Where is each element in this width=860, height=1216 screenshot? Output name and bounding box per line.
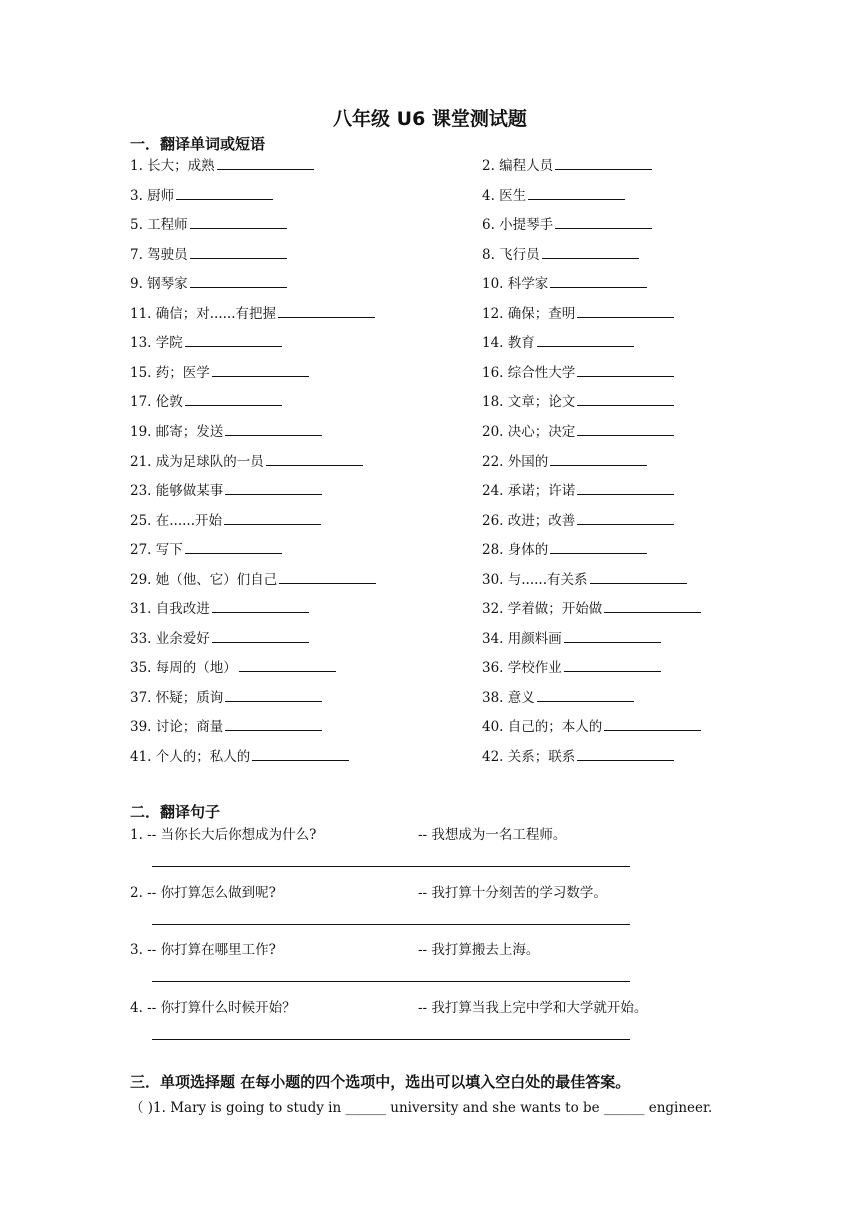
vocab-prompt: 39. 讨论；商量	[130, 719, 224, 736]
sentence-item	[130, 823, 750, 843]
answer-blank[interactable]	[604, 598, 701, 613]
answer-blank[interactable]	[225, 687, 322, 702]
vocab-row	[0, 686, 860, 706]
sentence-answer: -- 我打算十分刻苦的学习数学。	[418, 884, 607, 901]
vocab-row	[0, 272, 860, 292]
vocab-prompt: 12. 确保；查明	[482, 305, 576, 322]
vocab-prompt: 22. 外国的	[482, 453, 549, 470]
sentence-question: 4. -- 你打算什么时候开始？	[130, 999, 296, 1016]
answer-blank[interactable]	[225, 716, 322, 731]
answer-blank[interactable]	[190, 244, 287, 259]
vocab-row	[0, 597, 860, 617]
page-title: 八年级 U6 课堂测试题	[333, 108, 527, 130]
vocab-item	[482, 686, 634, 706]
vocab-item	[130, 538, 282, 558]
vocab-item	[482, 390, 674, 410]
vocab-item	[482, 154, 652, 174]
vocab-prompt: 32. 学着做；开始做	[482, 601, 603, 618]
answer-blank[interactable]	[564, 628, 661, 643]
vocab-item	[482, 450, 647, 470]
vocab-row	[0, 213, 860, 233]
vocab-item	[130, 154, 314, 174]
vocab-prompt: 1. 长大；成熟	[130, 158, 215, 174]
vocab-item	[130, 243, 287, 263]
vocab-item	[482, 715, 701, 735]
section2-heading: 二．翻译句子	[130, 803, 221, 821]
answer-blank[interactable]	[550, 273, 647, 288]
answer-blank[interactable]	[577, 510, 674, 525]
answer-line[interactable]	[152, 866, 630, 867]
vocab-item	[130, 331, 282, 351]
section1-heading: 一．翻译单词或短语	[130, 135, 266, 153]
answer-blank[interactable]	[266, 451, 363, 466]
vocab-item	[130, 302, 375, 322]
vocab-prompt: 9. 钢琴家	[130, 276, 188, 293]
sentence-answer: -- 我打算搬去上海。	[418, 942, 540, 958]
answer-blank[interactable]	[577, 303, 674, 318]
vocab-row	[0, 420, 860, 440]
vocab-prompt: 40. 自己的；本人的	[482, 719, 603, 736]
vocab-prompt: 27. 写下	[130, 542, 183, 559]
vocab-prompt: 19. 邮寄；发送	[130, 423, 224, 440]
answer-blank[interactable]	[555, 214, 652, 229]
answer-blank[interactable]	[555, 155, 652, 170]
vocab-prompt: 29. 她（他、它）们自己	[130, 571, 278, 588]
vocab-item	[130, 509, 321, 529]
answer-line[interactable]	[152, 1039, 630, 1040]
vocab-prompt: 23. 能够做某事	[130, 483, 224, 500]
answer-blank[interactable]	[577, 421, 674, 436]
vocab-item	[482, 509, 674, 529]
vocab-row	[0, 331, 860, 351]
vocab-prompt: 18. 文章；论文	[482, 394, 576, 411]
vocab-row	[0, 656, 860, 676]
answer-blank[interactable]	[212, 362, 309, 377]
vocab-prompt: 31. 自我改进	[130, 601, 210, 618]
vocab-prompt: 6. 小提琴手	[482, 217, 554, 234]
vocab-prompt: 8. 飞行员	[482, 246, 540, 263]
vocab-row	[0, 154, 860, 174]
vocab-item	[482, 213, 652, 233]
answer-blank[interactable]	[212, 598, 309, 613]
vocab-prompt: 2. 编程人员	[482, 158, 554, 174]
section3-heading: 三．单项选择题 在每小题的四个选项中，选出可以填入空白处的最佳答案。	[130, 1073, 631, 1091]
vocab-item	[130, 213, 287, 233]
answer-blank[interactable]	[604, 716, 701, 731]
vocab-item	[130, 627, 309, 647]
mc-question-1: （ )1. Mary is going to study in ______ university and she wants to be ______ engineer.	[130, 1100, 713, 1116]
vocab-prompt: 28. 身体的	[482, 542, 549, 559]
vocab-prompt: 34. 用颜料画	[482, 630, 562, 647]
answer-blank[interactable]	[590, 569, 687, 584]
vocab-row	[0, 479, 860, 499]
vocab-row	[0, 184, 860, 204]
vocab-item	[130, 597, 309, 617]
sentence-item	[130, 996, 750, 1016]
answer-blank[interactable]	[537, 687, 634, 702]
answer-blank[interactable]	[542, 244, 639, 259]
answer-blank[interactable]	[225, 421, 322, 436]
vocab-row	[0, 450, 860, 470]
vocab-prompt: 35. 每周的（地）	[130, 660, 237, 677]
vocab-prompt: 38. 意义	[482, 689, 535, 706]
vocab-row	[0, 302, 860, 322]
answer-blank[interactable]	[185, 539, 282, 554]
vocab-item	[130, 420, 322, 440]
vocab-item	[130, 361, 309, 381]
vocab-prompt: 25. 在......开始	[130, 512, 223, 529]
vocab-item	[130, 656, 336, 676]
answer-blank[interactable]	[190, 273, 287, 288]
vocab-item	[482, 272, 647, 292]
vocab-item	[482, 479, 674, 499]
vocab-row	[0, 243, 860, 263]
answer-blank[interactable]	[239, 657, 336, 672]
vocab-prompt: 10. 科学家	[482, 276, 549, 293]
vocab-item	[130, 390, 282, 410]
vocab-item	[130, 479, 322, 499]
vocab-item	[130, 686, 322, 706]
answer-blank[interactable]	[528, 185, 625, 200]
vocab-item	[482, 302, 674, 322]
sentence-item	[130, 881, 750, 901]
vocab-prompt: 37. 怀疑；质询	[130, 689, 224, 706]
vocab-row	[0, 745, 860, 765]
vocab-item	[482, 331, 634, 351]
vocab-item	[482, 745, 674, 765]
vocab-prompt: 11. 确信；对......有把握	[130, 305, 277, 322]
answer-blank[interactable]	[550, 451, 647, 466]
answer-blank[interactable]	[577, 480, 674, 495]
vocab-row	[0, 390, 860, 410]
vocab-item	[482, 361, 674, 381]
answer-blank[interactable]	[577, 362, 674, 377]
vocab-prompt: 13. 学院	[130, 335, 183, 352]
vocab-prompt: 14. 教育	[482, 335, 535, 352]
vocab-item	[130, 715, 322, 735]
vocab-item	[482, 656, 661, 676]
vocab-item	[482, 184, 625, 204]
answer-blank[interactable]	[537, 332, 634, 347]
vocab-row	[0, 627, 860, 647]
vocab-item	[130, 272, 287, 292]
answer-line[interactable]	[152, 981, 630, 982]
vocab-item	[130, 184, 273, 204]
vocab-prompt: 16. 综合性大学	[482, 364, 576, 381]
vocab-prompt: 36. 学校作业	[482, 660, 562, 677]
answer-blank[interactable]	[252, 746, 349, 761]
answer-blank[interactable]	[279, 569, 376, 584]
vocab-row	[0, 509, 860, 529]
answer-blank[interactable]	[577, 746, 674, 761]
vocab-item	[482, 568, 687, 588]
vocab-row	[0, 361, 860, 381]
answer-blank[interactable]	[212, 628, 309, 643]
vocab-prompt: 5. 工程师	[130, 217, 188, 234]
vocab-prompt: 4. 医生	[482, 187, 527, 204]
vocab-item	[482, 420, 674, 440]
vocab-row	[0, 538, 860, 558]
answer-blank[interactable]	[224, 510, 321, 525]
vocab-item	[130, 745, 349, 765]
vocab-item	[482, 627, 661, 647]
answer-blank[interactable]	[185, 332, 282, 347]
vocab-prompt: 24. 承诺；许诺	[482, 483, 576, 500]
vocab-prompt: 21. 成为足球队的一员	[130, 453, 264, 470]
vocab-prompt: 20. 决心；决定	[482, 423, 576, 440]
vocab-prompt: 17. 伦敦	[130, 394, 183, 411]
answer-blank[interactable]	[185, 391, 282, 406]
vocab-item	[130, 450, 363, 470]
vocab-prompt: 26. 改进；改善	[482, 512, 576, 529]
sentence-item	[130, 938, 750, 958]
vocab-item	[482, 597, 701, 617]
vocab-prompt: 30. 与......有关系	[482, 571, 588, 588]
vocab-row	[0, 568, 860, 588]
vocab-prompt: 33. 业余爱好	[130, 630, 210, 647]
answer-blank[interactable]	[550, 539, 647, 554]
answer-blank[interactable]	[176, 185, 273, 200]
sentence-answer: -- 我想成为一名工程师。	[418, 827, 567, 843]
vocab-prompt: 42. 关系；联系	[482, 749, 576, 765]
answer-blank[interactable]	[217, 155, 314, 170]
vocab-item	[130, 568, 376, 588]
vocab-item	[482, 243, 639, 263]
vocab-item	[482, 538, 647, 558]
sentence-answer: -- 我打算当我上完中学和大学就开始。	[418, 999, 648, 1016]
vocab-prompt: 41. 个人的；私人的	[130, 749, 251, 765]
answer-blank[interactable]	[190, 214, 287, 229]
answer-blank[interactable]	[577, 391, 674, 406]
sentence-question: 2. -- 你打算怎么做到呢?	[130, 884, 276, 901]
vocab-prompt: 3. 厨师	[130, 187, 175, 204]
vocab-prompt: 7. 驾驶员	[130, 246, 188, 263]
answer-blank[interactable]	[225, 480, 322, 495]
sentence-question: 1. -- 当你长大后你想成为什么?	[130, 827, 317, 843]
answer-line[interactable]	[152, 924, 630, 925]
answer-blank[interactable]	[564, 657, 661, 672]
answer-blank[interactable]	[278, 303, 375, 318]
sentence-question: 3. -- 你打算在哪里工作?	[130, 942, 276, 958]
vocab-prompt: 15. 药；医学	[130, 364, 210, 381]
vocab-row	[0, 715, 860, 735]
